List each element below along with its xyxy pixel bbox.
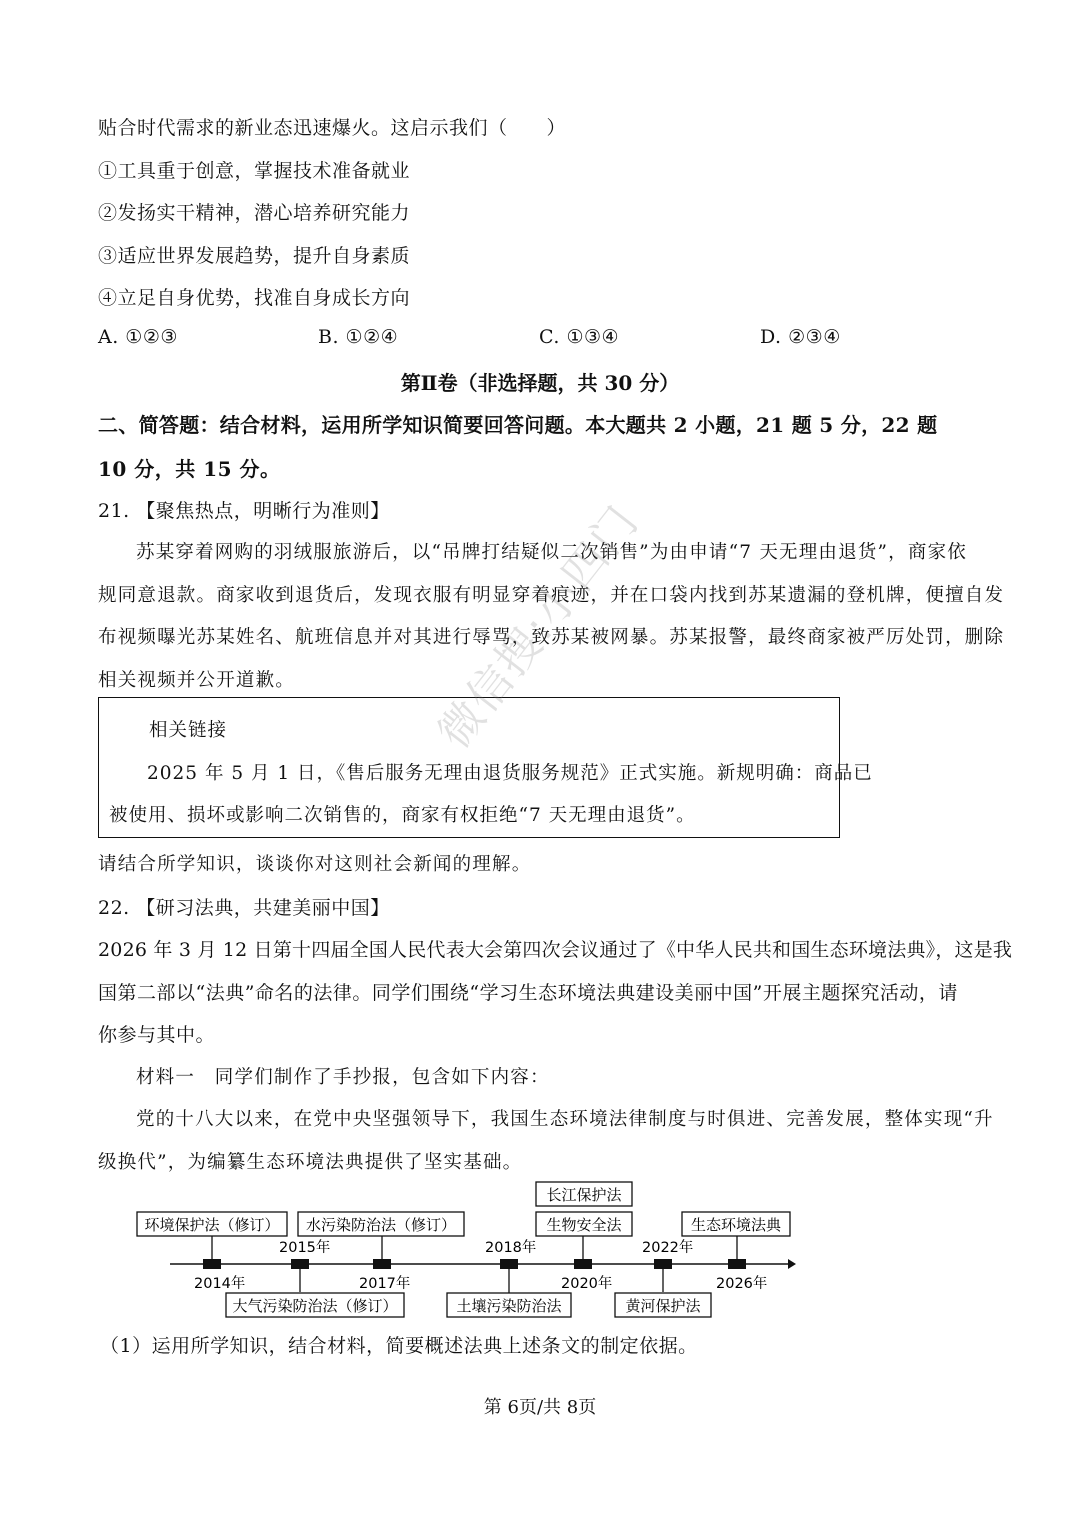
q21-heading: 21. 【聚焦热点，明晰行为准则】 bbox=[98, 500, 390, 522]
timeline-arrow-icon bbox=[788, 1259, 796, 1269]
law-water-pollution: 水污染防治法（修订） bbox=[305, 1216, 457, 1234]
marker-2022 bbox=[654, 1259, 672, 1269]
q22-sub-question-1: （1）运用所学知识，结合材料，简要概述法典上述条文的制定依据。 bbox=[100, 1335, 698, 1357]
marker-2015 bbox=[291, 1259, 309, 1269]
year-2015: 2015年 bbox=[279, 1240, 331, 1256]
marker-2014 bbox=[203, 1259, 221, 1269]
marker-2017 bbox=[373, 1259, 391, 1269]
law-yangtze-protection: 长江保护法 bbox=[546, 1186, 622, 1204]
related-link-line1: 2025 年 5 月 1 日，《售后服务无理由退货服务规范》正式实施。新规明确：商品已 bbox=[147, 763, 873, 784]
law-air-pollution: 大气污染防治法（修订） bbox=[232, 1297, 398, 1315]
section-title: 第Ⅱ卷（非选择题，共 30 分） bbox=[400, 371, 680, 395]
option-a: A. ①②③ bbox=[98, 326, 178, 348]
year-2017: 2017年 bbox=[359, 1276, 411, 1292]
q22-heading: 22. 【研习法典，共建美丽中国】 bbox=[98, 897, 390, 919]
q21-material-line4: 相关视频并公开道歉。 bbox=[98, 670, 296, 691]
q22-intro-line1: 2026 年 3 月 12 日第十四届全国人民代表大会第四次会议通过了《中华人民共和国生态环境法典》，这是我 bbox=[98, 939, 1013, 961]
law-timeline bbox=[0, 1175, 1080, 1320]
q22-intro-line2: 国第二部以“法典”命名的法律。同学们围绕“学习生态环境法典建设美丽中国”开展主题探究活动，请 bbox=[98, 982, 958, 1004]
material1-line2: 级换代”，为编纂生态环境法典提供了坚实基础。 bbox=[98, 1152, 523, 1173]
year-2022: 2022年 bbox=[642, 1240, 694, 1256]
option-item-1: ①工具重于创意，掌握技术准备就业 bbox=[98, 160, 411, 182]
option-b: B. ①②④ bbox=[318, 326, 399, 348]
material1-label: 材料一 同学们制作了手抄报，包含如下内容： bbox=[136, 1067, 550, 1088]
material1-line1: 党的十八大以来，在党中央坚强领导下，我国生态环境法律制度与时俱进、完善发展，整体实现“升 bbox=[136, 1109, 994, 1130]
section-instruction-line2: 10 分，共 15 分。 bbox=[98, 457, 281, 481]
law-soil-pollution: 土壤污染防治法 bbox=[456, 1297, 562, 1315]
law-environment-protection: 环境保护法（修订） bbox=[144, 1216, 280, 1234]
option-c: C. ①③④ bbox=[539, 326, 620, 348]
related-link-title: 相关链接 bbox=[149, 720, 228, 741]
watermark: 微信搜:小四门 bbox=[428, 496, 650, 759]
law-eco-environment-code: 生态环境法典 bbox=[690, 1216, 782, 1234]
marker-2020 bbox=[574, 1259, 592, 1269]
section-instruction-line1: 二、简答题：结合材料，运用所学知识简要回答问题。本大题共 2 小题，21 题 5 分，22 题 bbox=[98, 413, 938, 437]
marker-2018 bbox=[500, 1259, 518, 1269]
year-2018: 2018年 bbox=[485, 1240, 537, 1256]
q21-question: 请结合所学知识，谈谈你对这则社会新闻的理解。 bbox=[98, 854, 532, 875]
answer-options bbox=[98, 326, 998, 350]
option-item-4: ④立足自身优势，找准自身成长方向 bbox=[98, 287, 411, 309]
q21-material-line3: 布视频曝光苏某姓名、航班信息并对其进行辱骂，致苏某被网暴。苏某报警，最终商家被严厉处罚，删除 bbox=[98, 627, 1005, 648]
q21-material-line2: 规同意退款。商家收到退货后，发现衣服有明显穿着痕迹，并在口袋内找到苏某遗漏的登机牌，便擅自发 bbox=[98, 585, 1005, 606]
option-item-3: ③适应世界发展趋势，提升自身素质 bbox=[98, 245, 411, 267]
year-2026: 2026年 bbox=[716, 1276, 768, 1292]
marker-2026 bbox=[728, 1259, 746, 1269]
q22-intro-line3: 你参与其中。 bbox=[98, 1024, 216, 1046]
option-d: D. ②③④ bbox=[760, 326, 841, 348]
year-2020: 2020年 bbox=[561, 1276, 613, 1292]
related-link-line2: 被使用、损坏或影响二次销售的，商家有权拒绝“7 天无理由退货”。 bbox=[109, 805, 696, 826]
year-2014: 2014年 bbox=[194, 1276, 246, 1292]
law-yellow-river-protection: 黄河保护法 bbox=[625, 1297, 701, 1315]
question-stem-end: 贴合时代需求的新业态迅速爆火。这启示我们（ ） bbox=[98, 117, 567, 139]
law-biosecurity: 生物安全法 bbox=[546, 1216, 622, 1234]
page-number: 第 6页/共 8页 bbox=[483, 1397, 597, 1418]
option-item-2: ②发扬实干精神，潜心培养研究能力 bbox=[98, 202, 411, 224]
q21-material-line1: 苏某穿着网购的羽绒服旅游后，以“吊牌打结疑似二次销售”为由申请“7 天无理由退货”，商家依 bbox=[136, 542, 967, 563]
